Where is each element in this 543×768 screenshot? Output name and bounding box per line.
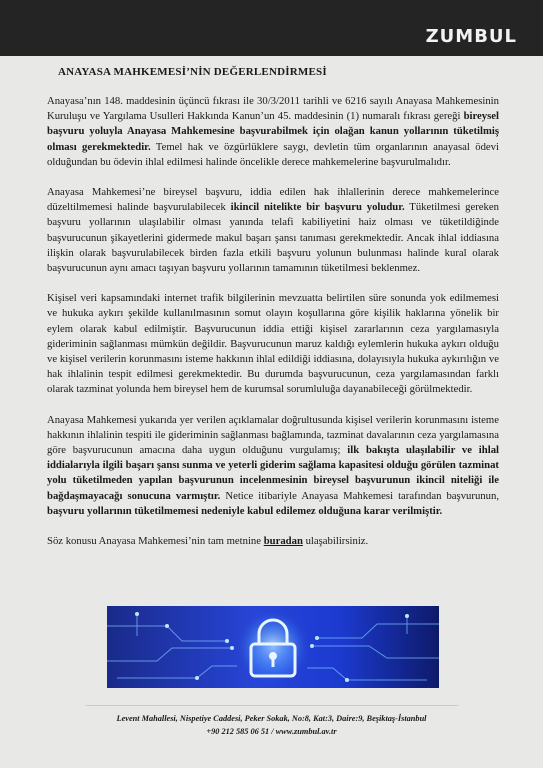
paragraph bbox=[47, 185, 499, 276]
text-segment: Temel hak ve özgürlüklere saygı, devletin tüm organlarının anayasal ödevi olduğundan bu ödevin ihlal edilmesi halinde öncelikle derece mahkemelerine başvurulmalıdır. bbox=[47, 140, 499, 168]
text-segment: Anayasa Mahkemesi yukarıda yer verilen açıklamalar doğrultusunda kişisel verilerin korunmasını isteme hakkının ihlalinin tespiti ile gideriminin sağlanması bağlamında, tazminat davalarının ceza yargılamasına göre başvurucunun amacına daha uygun olduğunu vurgulamış; bbox=[47, 413, 499, 457]
source-link[interactable]: buradan bbox=[263, 535, 303, 548]
page-title: ANAYASA MAHKEMESİ’NİN DEĞERLENDİRMESİ bbox=[58, 66, 327, 78]
text-segment: Tüketilmesi gereken başvuru yollarının ulaşılabilir olması yanında telafi kabiliyetini haiz olması ve tüketildiğinde başvurucunun şikayetlerini gidermede makul başarı şansı tanıması gerekmektedir. Ancak ihlal iddiasına ilişkin olarak başvurulabilecek birden fazla etkili başvuru yolunun bulunması halinde kural olarak başvurucunun aynı amacı taşıyan başvuru yollarının tamamının tüketilmesi beklenmez. bbox=[47, 201, 499, 275]
bold-text: ilk bakışta ulaşılabilir ve ihlal iddialarıyla ilgili başarı şansı sunma ve yeterli giderim sağlama kapasitesi olduğu görülen tazminat yolu tüketilmeden yapılan başvurunun incelenmesinin bireysel başvurunun ikincil niteliği ile bağdaşmayacağı sonucuna varmıştır. bbox=[47, 444, 500, 502]
closing-prefix: Söz konusu Anayasa Mahkemesi’nin tam metnine bbox=[47, 535, 264, 548]
footer-divider bbox=[86, 705, 458, 706]
bold-text: başvuru yollarının tüketilmemesi nedeniyle kabul edilemez olduğuna karar verilmiştir. bbox=[47, 504, 443, 517]
paragraphs-container bbox=[47, 94, 499, 519]
footer-contact: +90 212 585 06 51 / www.zumbul.av.tr bbox=[206, 727, 337, 736]
cyber-security-image bbox=[107, 606, 439, 688]
zumbul-logo: ZUMBUL bbox=[425, 26, 517, 47]
text-segment: Netice itibariyle Anayasa Mahkemesi tarafından başvurunun, bbox=[220, 489, 500, 502]
text-segment: Anayasa’nın 148. maddesinin üçüncü fıkrası ile 30/3/2011 tarihli ve 6216 sayılı Anayasa Mahkemesinin Kuruluşu ve Yargılama Usulleri Hakkında Kanun’un 45. maddesinin (1) numaralı fıkrası gereği bbox=[47, 95, 499, 123]
footer bbox=[0, 712, 543, 738]
bold-text: ikincil nitelikte bir başvuru yoludur. bbox=[230, 201, 405, 214]
padlock-illustration bbox=[107, 606, 439, 688]
paragraph bbox=[47, 94, 499, 170]
paragraph bbox=[47, 291, 499, 397]
header-bar bbox=[0, 0, 543, 56]
footer-address: Levent Mahallesi, Nispetiye Caddesi, Peker Sokak, No:8, Kat:3, Daire:9, Beşiktaş-İstanbul bbox=[116, 714, 427, 723]
closing-paragraph bbox=[47, 534, 499, 549]
closing-suffix: ulaşabilirsiniz. bbox=[302, 535, 369, 548]
article-body bbox=[47, 94, 499, 564]
paragraph bbox=[47, 413, 499, 519]
bold-text: bireysel başvuru yoluyla Anayasa Mahkemesine başvurabilmek için olağan kanun yollarının tüketilmiş olması gerekmektedir. bbox=[47, 110, 499, 153]
text-segment: Kişisel veri kapsamındaki internet trafik bilgilerinin mevzuatta belirtilen süre sonunda yok edilmemesi ve hukuka aykırı şekilde kullanılmasının somut olayın koşullarına göre kişilik haklarına yönelik bir eylem olarak kabul edilmiştir. Başvurucunun iddia ettiği kişisel zararlarının ceza yargılamasıyla gideriminin sağlanması mümkün değildir. Başvurucunun maruz kaldığı eylemlerin hukuka aykırı olduğu ve kişisel verilerin korunmasını isteme hakkının ihlal edildiği iddiasına, dolayısıyla hukuka aykırılığın ve hak ihlalinin tespit edilmesi gerekmektedir. Bu durumda başvurucunun, ceza yargılamasından farklı olarak tazminat yolunda hem bireysel hem de kurumsal sorumluluğa dayanabileceği görülmektedir. bbox=[47, 292, 499, 396]
text-segment: Anayasa Mahkemesi’ne bireysel başvuru, iddia edilen hak ihlallerinin derece mahkemelerince düzeltilmemesi halinde başvurulabilecek bbox=[47, 186, 499, 214]
